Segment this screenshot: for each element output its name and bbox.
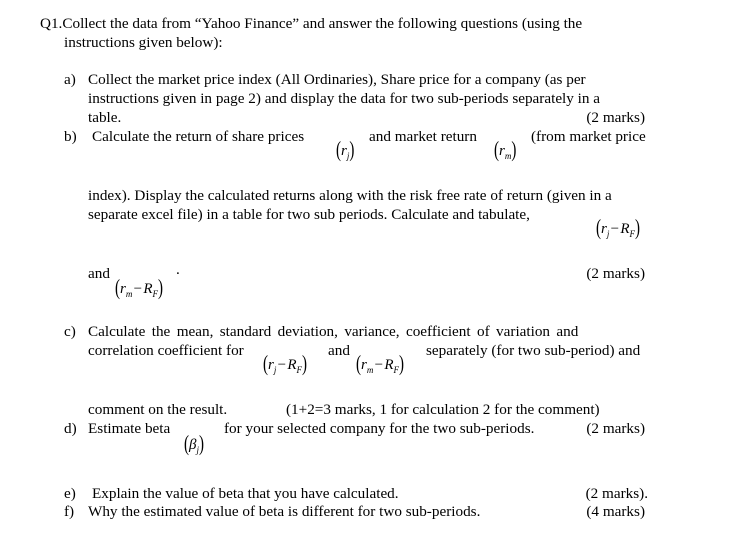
item-a-line1: Collect the market price index (All Ordinaries), Share price for a company (as per	[88, 71, 586, 88]
item-c-line1: Calculate the mean, standard deviation, variance, coefficient of variation and	[88, 323, 579, 340]
formula-beta-j: $(\beta_j)$	[184, 433, 204, 457]
formula-c-rj-minus-rf: ($r_j$ − $R_F$)	[263, 353, 308, 377]
item-a-line2: instructions given in page 2) and display the data for two sub-periods separately in a	[88, 90, 601, 107]
formula-rm: $(r_m)$	[494, 139, 517, 163]
item-a-marks: (2 marks)	[586, 109, 645, 126]
item-d-part2: for your selected company for the two sub-periods.	[224, 420, 535, 437]
item-d-part1: Estimate beta	[88, 420, 171, 437]
item-b-part2: and market return	[369, 128, 477, 145]
item-b-part1: Calculate the return of share prices	[92, 128, 305, 145]
question-title: Q1.Collect the data from “Yahoo Finance” and answer the following questions (using the	[40, 15, 583, 32]
item-b-label: b)	[64, 128, 77, 145]
item-c-marks: (1+2=3 marks, 1 for calculation 2 for the comment)	[286, 401, 600, 418]
item-d-marks: (2 marks)	[586, 420, 645, 437]
item-c-line3: comment on the result.	[88, 401, 228, 418]
item-f-text: Why the estimated value of beta is different for two sub-periods.	[88, 503, 481, 520]
item-c-part3: separately (for two sub-period) and	[426, 342, 641, 359]
item-a-line3: table.	[88, 109, 122, 126]
formula-c-rm-minus-rf: ($r_m$ − $R_F$)	[356, 353, 405, 377]
item-c-part2: and	[328, 342, 350, 359]
item-e-label: e)	[64, 485, 76, 502]
item-d-label: d)	[64, 420, 77, 437]
item-c-label: c)	[64, 323, 76, 340]
item-b-marks: (2 marks)	[586, 265, 645, 282]
formula-rj-minus-rf: ($r_j$ − $R_F$)	[596, 217, 641, 241]
formula-rj: $(r_j)$	[336, 139, 355, 163]
formula-rm-minus-rf: ($r_m$ − $R_F$)	[115, 277, 164, 301]
item-a-label: a)	[64, 71, 76, 88]
item-b-and: and	[88, 265, 110, 282]
item-e-marks: (2 marks).	[585, 485, 648, 502]
item-f-marks: (4 marks)	[586, 503, 645, 520]
question-title-cont: instructions given below):	[64, 34, 223, 51]
item-b-part3: (from market price	[531, 128, 646, 145]
item-b-line2: index). Display the calculated returns along with the risk free rate of return (given in a	[88, 187, 612, 204]
item-e-text: Explain the value of beta that you have calculated.	[92, 485, 399, 502]
item-f-label: f)	[64, 503, 75, 520]
item-c-part1: correlation coefficient for	[88, 342, 244, 359]
item-b-line3: separate excel file) in a table for two sub periods. Calculate and tabulate,	[88, 206, 530, 223]
item-b-dot: .	[176, 261, 180, 278]
